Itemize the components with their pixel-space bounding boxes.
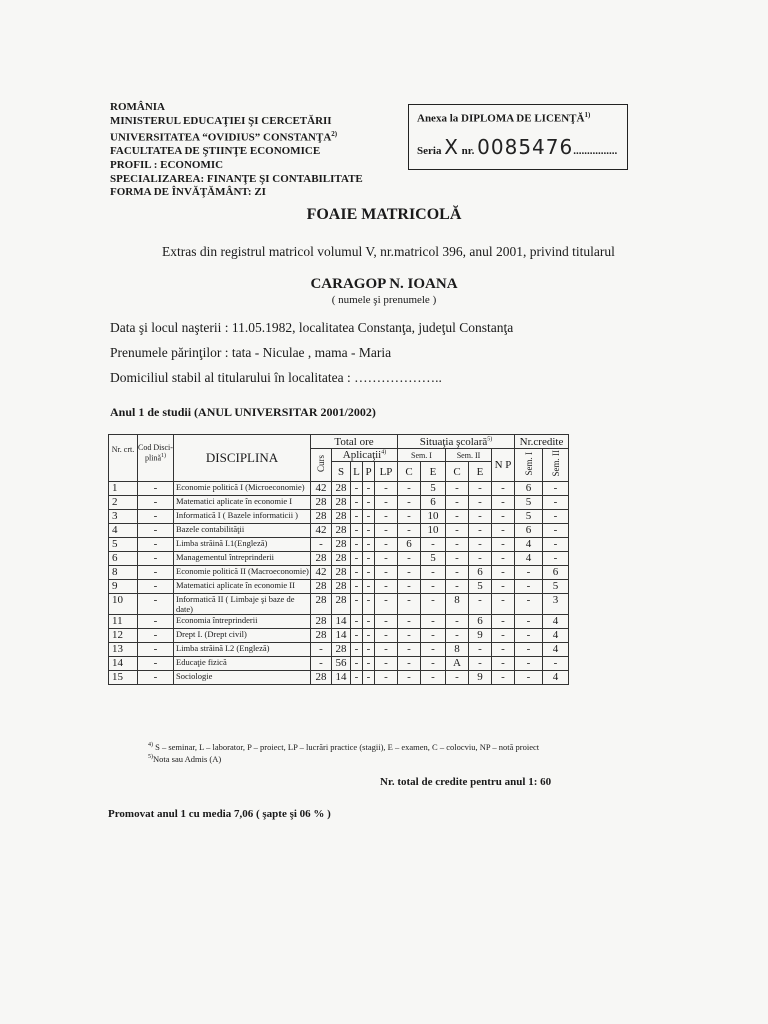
col-sem1-header: Sem. I bbox=[398, 449, 446, 462]
cell-cr2: - bbox=[543, 657, 569, 671]
cell-disc: Managementul întreprinderii bbox=[174, 552, 311, 566]
cell-cr2: - bbox=[543, 510, 569, 524]
name-caption: ( numele şi prenumele ) bbox=[331, 294, 437, 306]
cell-c2: 8 bbox=[446, 643, 469, 657]
cell-np: - bbox=[492, 580, 515, 594]
cell-s: 14 bbox=[332, 629, 351, 643]
cell-c2: - bbox=[446, 566, 469, 580]
cell-s: 28 bbox=[332, 538, 351, 552]
col-nr-header: Nr. crt. bbox=[109, 435, 138, 482]
cell-s: 28 bbox=[332, 594, 351, 615]
cell-cr2: 4 bbox=[543, 615, 569, 629]
cell-p: - bbox=[363, 580, 375, 594]
cell-l: - bbox=[351, 615, 363, 629]
series-handwritten: X bbox=[444, 135, 459, 159]
domicile-line: Domiciliul stabil al titularului în localitatea : ……………….. bbox=[110, 370, 442, 385]
cell-c2: - bbox=[446, 580, 469, 594]
cell-lp: - bbox=[375, 594, 398, 615]
cell-np: - bbox=[492, 671, 515, 685]
header-line-country: ROMÂNIA bbox=[110, 101, 165, 113]
cell-l: - bbox=[351, 552, 363, 566]
cell-disc: Economie politică II (Macroeconomie) bbox=[174, 566, 311, 580]
footnote-4: $^{4)}$ S – seminar, L – laborator, P – proiect, LP – lucrări practice (stagii), E – examen, C – colocviu, NP – notă proiect bbox=[148, 741, 540, 752]
cell-cr1: - bbox=[515, 615, 543, 629]
cell-np: - bbox=[492, 643, 515, 657]
cell-e2: - bbox=[469, 524, 492, 538]
cell-e1: 5 bbox=[421, 552, 446, 566]
cell-lp: - bbox=[375, 566, 398, 580]
table-row bbox=[109, 629, 569, 643]
cell-cr1: 4 bbox=[515, 538, 543, 552]
cell-e1: - bbox=[421, 580, 446, 594]
cell-l: - bbox=[351, 580, 363, 594]
cell-p: - bbox=[363, 496, 375, 510]
cell-c1: - bbox=[398, 510, 421, 524]
cell-curs: 28 bbox=[311, 510, 332, 524]
cell-disc: Limba străină I.2 (Engleză) bbox=[174, 643, 311, 657]
diploma-annex-box bbox=[408, 104, 628, 170]
cell-cr2: 4 bbox=[543, 671, 569, 685]
table-row bbox=[109, 552, 569, 566]
cell-cr2: - bbox=[543, 496, 569, 510]
cell-cr1: 6 bbox=[515, 482, 543, 496]
cell-curs: 42 bbox=[311, 524, 332, 538]
cell-cod: - bbox=[138, 496, 174, 510]
cell-curs: 28 bbox=[311, 552, 332, 566]
cell-disc: Bazele contabilităţii bbox=[174, 524, 311, 538]
cell-nr: 14 bbox=[109, 657, 138, 671]
footnote-5: $^{5)}$Nota sau Admis (A) bbox=[148, 753, 222, 764]
cell-p: - bbox=[363, 552, 375, 566]
table-row bbox=[109, 657, 569, 671]
cell-disc: Matematici aplicate în economie I bbox=[174, 496, 311, 510]
cell-cr2: 3 bbox=[543, 594, 569, 615]
cell-c1: - bbox=[398, 643, 421, 657]
cell-lp: - bbox=[375, 643, 398, 657]
cell-l: - bbox=[351, 657, 363, 671]
cell-nr: 4 bbox=[109, 524, 138, 538]
cell-s: 56 bbox=[332, 657, 351, 671]
cell-disc: Economie politică I (Microeconomie) bbox=[174, 482, 311, 496]
cell-c2: - bbox=[446, 615, 469, 629]
birth-line: Data şi locul naşterii : 11.05.1982, localitatea Constanţa, judeţul Constanţa bbox=[110, 320, 514, 335]
cell-s: 28 bbox=[332, 580, 351, 594]
cell-c2: - bbox=[446, 510, 469, 524]
cell-nr: 10 bbox=[109, 594, 138, 615]
annex-title: Anexa la DIPLOMA DE LICENŢĂ$^{1)}$ bbox=[417, 111, 591, 125]
cell-np: - bbox=[492, 615, 515, 629]
cell-cr1: - bbox=[515, 643, 543, 657]
col-discipline-header: DISCIPLINA bbox=[174, 435, 311, 482]
cell-cr1: 6 bbox=[515, 524, 543, 538]
cell-lp: - bbox=[375, 524, 398, 538]
table-row bbox=[109, 510, 569, 524]
cell-cr1: 4 bbox=[515, 552, 543, 566]
col-p-header: P bbox=[363, 462, 375, 482]
parents-line: Prenumele părinţilor : tata - Niculae , mama - Maria bbox=[110, 345, 392, 360]
cell-p: - bbox=[363, 524, 375, 538]
cell-cod: - bbox=[138, 510, 174, 524]
col-sem2-header: Sem. II bbox=[446, 449, 492, 462]
col-l-header: L bbox=[351, 462, 363, 482]
cell-cr2: - bbox=[543, 552, 569, 566]
cell-e1: - bbox=[421, 643, 446, 657]
cell-np: - bbox=[492, 566, 515, 580]
cell-p: - bbox=[363, 566, 375, 580]
cell-e1: 10 bbox=[421, 510, 446, 524]
cell-curs: 42 bbox=[311, 566, 332, 580]
cell-e2: - bbox=[469, 552, 492, 566]
cell-cr1: 5 bbox=[515, 496, 543, 510]
col-applications-header: Aplicaţii$^{4)}$ bbox=[332, 449, 398, 462]
cell-cr2: - bbox=[543, 538, 569, 552]
cell-l: - bbox=[351, 671, 363, 685]
cell-l: - bbox=[351, 629, 363, 643]
cell-s: 28 bbox=[332, 643, 351, 657]
header-line-study-form: FORMA DE ÎNVĂŢĂMÂNT: ZI bbox=[110, 186, 266, 199]
col-credits-sem2-header: Sem. II bbox=[543, 449, 569, 482]
cell-e2: 5 bbox=[469, 580, 492, 594]
cell-cr1: - bbox=[515, 671, 543, 685]
cell-c1: - bbox=[398, 657, 421, 671]
table-row bbox=[109, 594, 569, 615]
cell-p: - bbox=[363, 615, 375, 629]
cell-c1: - bbox=[398, 482, 421, 496]
series-number-line: Seria X nr. 0085476................ bbox=[417, 135, 618, 159]
cell-nr: 12 bbox=[109, 629, 138, 643]
cell-l: - bbox=[351, 524, 363, 538]
header-line-profile: PROFIL : ECONOMIC bbox=[110, 159, 224, 172]
cell-e1: - bbox=[421, 538, 446, 552]
table-row bbox=[109, 538, 569, 552]
cell-p: - bbox=[363, 594, 375, 615]
cell-c1: - bbox=[398, 566, 421, 580]
cell-l: - bbox=[351, 594, 363, 615]
col-total-hours-header: Total ore bbox=[311, 435, 398, 449]
cell-c2: - bbox=[446, 552, 469, 566]
cell-disc: Informatică II ( Limbaje şi baze de date) bbox=[174, 594, 311, 615]
cell-cr1: - bbox=[515, 566, 543, 580]
cell-e1: - bbox=[421, 671, 446, 685]
cell-p: - bbox=[363, 538, 375, 552]
cell-c1: 6 bbox=[398, 538, 421, 552]
cell-cr1: - bbox=[515, 594, 543, 615]
col-credits-header: Nr.credite bbox=[515, 435, 569, 449]
cell-lp: - bbox=[375, 510, 398, 524]
col-lp-header: LP bbox=[375, 462, 398, 482]
cell-l: - bbox=[351, 482, 363, 496]
cell-disc: Sociologie bbox=[174, 671, 311, 685]
cell-l: - bbox=[351, 643, 363, 657]
page-title: FOAIE MATRICOLĂ bbox=[306, 206, 462, 223]
cell-cr2: 6 bbox=[543, 566, 569, 580]
cell-cod: - bbox=[138, 643, 174, 657]
col-np-header: N P bbox=[492, 449, 515, 482]
cell-nr: 9 bbox=[109, 580, 138, 594]
cell-cr1: - bbox=[515, 629, 543, 643]
cell-nr: 3 bbox=[109, 510, 138, 524]
header-line-university: UNIVERSITATEA “OVIDIUS” CONSTANŢA$^{2)}$ bbox=[110, 130, 338, 144]
cell-c2: - bbox=[446, 482, 469, 496]
table-row bbox=[109, 524, 569, 538]
cell-cr1: 5 bbox=[515, 510, 543, 524]
study-year-heading: Anul 1 de studii (ANUL UNIVERSITAR 2001/2002) bbox=[110, 405, 376, 419]
cell-c1: - bbox=[398, 594, 421, 615]
cell-c2: - bbox=[446, 496, 469, 510]
cell-nr: 2 bbox=[109, 496, 138, 510]
cell-cod: - bbox=[138, 671, 174, 685]
cell-c1: - bbox=[398, 552, 421, 566]
header-line-specialization: SPECIALIZAREA: FINANŢE ŞI CONTABILITATE bbox=[110, 172, 363, 185]
cell-e1: - bbox=[421, 566, 446, 580]
cell-l: - bbox=[351, 566, 363, 580]
cell-curs: 28 bbox=[311, 580, 332, 594]
cell-e2: 9 bbox=[469, 629, 492, 643]
cell-lp: - bbox=[375, 671, 398, 685]
col-curs-header: Curs bbox=[311, 449, 332, 482]
header-line-ministry: MINISTERUL EDUCAŢIEI ŞI CERCETĂRII bbox=[110, 114, 332, 127]
cell-np: - bbox=[492, 629, 515, 643]
cell-c1: - bbox=[398, 629, 421, 643]
cell-cod: - bbox=[138, 524, 174, 538]
cell-lp: - bbox=[375, 552, 398, 566]
cell-p: - bbox=[363, 510, 375, 524]
cell-cr2: - bbox=[543, 524, 569, 538]
col-cod-header: Cod Disci- plină$^{1)}$ bbox=[138, 435, 174, 482]
cell-e2: 6 bbox=[469, 566, 492, 580]
cell-p: - bbox=[363, 657, 375, 671]
cell-disc: Drept I. (Drept civil) bbox=[174, 629, 311, 643]
promotion-line: Promovat anul 1 cu media 7,06 ( şapte şi 06 % ) bbox=[108, 808, 331, 820]
cell-curs: - bbox=[311, 643, 332, 657]
cell-curs: - bbox=[311, 657, 332, 671]
cell-e2: 6 bbox=[469, 615, 492, 629]
cell-cod: - bbox=[138, 482, 174, 496]
cell-c2: - bbox=[446, 538, 469, 552]
cell-lp: - bbox=[375, 615, 398, 629]
cell-disc: Limba străină I.1(Engleză) bbox=[174, 538, 311, 552]
cell-curs: 28 bbox=[311, 496, 332, 510]
cell-l: - bbox=[351, 496, 363, 510]
cell-c1: - bbox=[398, 671, 421, 685]
col-e2-header: E bbox=[469, 462, 492, 482]
col-c1-header: C bbox=[398, 462, 421, 482]
cell-l: - bbox=[351, 510, 363, 524]
cell-disc: Economia întreprinderii bbox=[174, 615, 311, 629]
cell-cod: - bbox=[138, 566, 174, 580]
col-e1-header: E bbox=[421, 462, 446, 482]
cell-np: - bbox=[492, 524, 515, 538]
cell-curs: - bbox=[311, 538, 332, 552]
cell-np: - bbox=[492, 482, 515, 496]
table-row bbox=[109, 671, 569, 685]
table-row bbox=[109, 496, 569, 510]
cell-np: - bbox=[492, 510, 515, 524]
cell-e1: - bbox=[421, 657, 446, 671]
institution-header bbox=[110, 101, 363, 200]
cell-e1: 6 bbox=[421, 496, 446, 510]
col-school-status-header: Situaţia şcolară$^{5)}$ bbox=[398, 435, 515, 449]
cell-cr2: 4 bbox=[543, 643, 569, 657]
cell-curs: 28 bbox=[311, 615, 332, 629]
cell-e2: - bbox=[469, 594, 492, 615]
header-line-faculty: FACULTATEA DE ŞTIINŢE ECONOMICE bbox=[110, 145, 321, 158]
footnotes bbox=[148, 740, 539, 764]
cell-c2: - bbox=[446, 629, 469, 643]
cell-lp: - bbox=[375, 496, 398, 510]
cell-curs: 28 bbox=[311, 629, 332, 643]
cell-e2: - bbox=[469, 538, 492, 552]
cell-s: 28 bbox=[332, 524, 351, 538]
cell-nr: 13 bbox=[109, 643, 138, 657]
cell-p: - bbox=[363, 671, 375, 685]
cell-nr: 8 bbox=[109, 566, 138, 580]
cell-c1: - bbox=[398, 580, 421, 594]
cell-e1: - bbox=[421, 594, 446, 615]
cell-e2: - bbox=[469, 643, 492, 657]
student-name: CARAGOP N. IOANA bbox=[310, 276, 458, 292]
cell-s: 28 bbox=[332, 482, 351, 496]
cell-cr2: - bbox=[543, 482, 569, 496]
cell-cod: - bbox=[138, 615, 174, 629]
cell-cod: - bbox=[138, 538, 174, 552]
cell-disc: Matematici aplicate în economie II bbox=[174, 580, 311, 594]
cell-lp: - bbox=[375, 580, 398, 594]
cell-s: 28 bbox=[332, 566, 351, 580]
cell-curs: 42 bbox=[311, 482, 332, 496]
cell-cr2: 4 bbox=[543, 629, 569, 643]
cell-e1: - bbox=[421, 615, 446, 629]
cell-cod: - bbox=[138, 580, 174, 594]
cell-s: 14 bbox=[332, 671, 351, 685]
table-row bbox=[109, 580, 569, 594]
cell-disc: Informatică I ( Bazele informaticii ) bbox=[174, 510, 311, 524]
cell-c1: - bbox=[398, 524, 421, 538]
table-row bbox=[109, 643, 569, 657]
cell-c1: - bbox=[398, 496, 421, 510]
col-credits-sem1-header: Sem. I bbox=[515, 449, 543, 482]
cell-p: - bbox=[363, 482, 375, 496]
cell-disc: Educaţie fizică bbox=[174, 657, 311, 671]
cell-l: - bbox=[351, 538, 363, 552]
cell-cr2: 5 bbox=[543, 580, 569, 594]
cell-lp: - bbox=[375, 538, 398, 552]
col-c2-header: C bbox=[446, 462, 469, 482]
cell-e2: - bbox=[469, 510, 492, 524]
cell-curs: 28 bbox=[311, 594, 332, 615]
cell-lp: - bbox=[375, 482, 398, 496]
cell-s: 28 bbox=[332, 510, 351, 524]
cell-nr: 11 bbox=[109, 615, 138, 629]
cell-cod: - bbox=[138, 629, 174, 643]
cell-cr1: - bbox=[515, 657, 543, 671]
cell-s: 28 bbox=[332, 496, 351, 510]
cell-c2: A bbox=[446, 657, 469, 671]
table-row bbox=[109, 482, 569, 496]
cell-e1: - bbox=[421, 629, 446, 643]
cell-p: - bbox=[363, 629, 375, 643]
cell-c2: 8 bbox=[446, 594, 469, 615]
cell-cod: - bbox=[138, 594, 174, 615]
cell-c2: - bbox=[446, 524, 469, 538]
cell-c1: - bbox=[398, 615, 421, 629]
cell-np: - bbox=[492, 594, 515, 615]
cell-e2: - bbox=[469, 482, 492, 496]
table-row bbox=[109, 615, 569, 629]
cell-np: - bbox=[492, 496, 515, 510]
cell-lp: - bbox=[375, 629, 398, 643]
cell-s: 28 bbox=[332, 552, 351, 566]
cell-nr: 15 bbox=[109, 671, 138, 685]
cell-nr: 5 bbox=[109, 538, 138, 552]
number-handwritten: 0085476 bbox=[477, 135, 574, 159]
cell-lp: - bbox=[375, 657, 398, 671]
cell-e1: 10 bbox=[421, 524, 446, 538]
cell-cod: - bbox=[138, 552, 174, 566]
cell-cr1: - bbox=[515, 580, 543, 594]
total-credits: Nr. total de credite pentru anul 1: 60 bbox=[380, 776, 552, 788]
cell-nr: 1 bbox=[109, 482, 138, 496]
cell-e2: - bbox=[469, 657, 492, 671]
cell-np: - bbox=[492, 538, 515, 552]
col-s-header: S bbox=[332, 462, 351, 482]
cell-e2: - bbox=[469, 496, 492, 510]
cell-e2: 9 bbox=[469, 671, 492, 685]
cell-e1: 5 bbox=[421, 482, 446, 496]
cell-np: - bbox=[492, 552, 515, 566]
cell-curs: 28 bbox=[311, 671, 332, 685]
register-extract-line: Extras din registrul matricol volumul V, nr.matricol 396, anul 2001, privind titularul bbox=[162, 244, 615, 259]
cell-s: 14 bbox=[332, 615, 351, 629]
cell-cod: - bbox=[138, 657, 174, 671]
table-row bbox=[109, 566, 569, 580]
cell-p: - bbox=[363, 643, 375, 657]
grades-table bbox=[108, 434, 569, 685]
cell-c2: - bbox=[446, 671, 469, 685]
cell-np: - bbox=[492, 657, 515, 671]
cell-nr: 6 bbox=[109, 552, 138, 566]
